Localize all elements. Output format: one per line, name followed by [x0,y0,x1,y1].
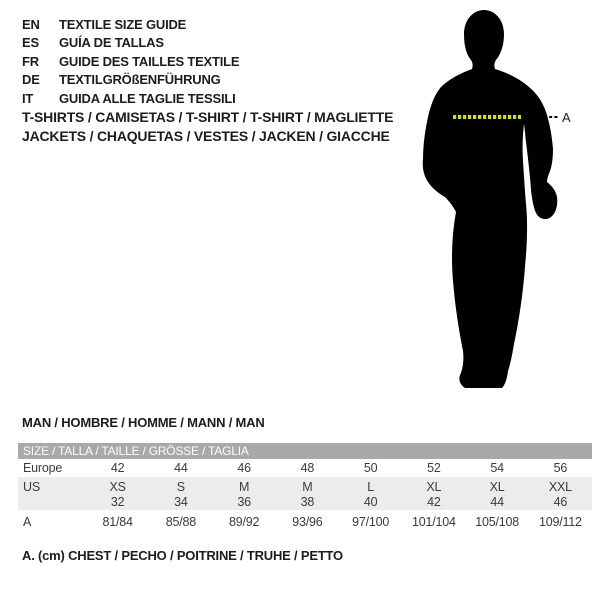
table-cell: 44 [490,494,504,509]
table-cell: XXL [548,479,572,494]
lang-row-es [22,34,239,53]
table-cell: 46 [237,461,251,475]
lang-row-en [22,15,239,34]
table-cell: 56 [553,461,568,475]
category-jackets: JACKETS / CHAQUETAS / VESTES / JACKEN / GIACCHE [22,128,390,144]
us-row-group [18,477,592,510]
lang-title: GUIDA ALLE TAGLIE TESSILI [59,90,236,106]
table-cell: 32 [110,494,125,509]
measurement-a-label: A [562,110,571,125]
lang-code: EN [22,16,40,32]
table-cell: 40 [363,494,378,509]
lang-row-it [22,89,239,108]
table-cell: 89/92 [228,515,260,529]
size-table [18,443,592,534]
table-cell: M [302,479,313,494]
measurement-footnote: A. (cm) CHEST / PECHO / POITRINE / TRUHE / PETTO [22,548,343,563]
row-label: US [23,479,40,494]
lang-code: ES [22,35,39,51]
table-cell: 81/84 [102,515,133,529]
lang-code: FR [22,53,39,69]
table-cell: 105/108 [475,515,520,529]
lang-row-de [22,71,239,90]
table-row-europe [18,459,592,477]
table-cell: 42 [110,461,125,475]
table-row-a [18,510,592,534]
lang-code: DE [22,72,40,88]
table-cell: XL [489,479,505,494]
row-label: Europe [23,461,63,475]
table-cell: M [239,479,250,494]
table-cell: L [367,479,374,494]
table-row-us-numbers [18,494,592,509]
table-cell: 97/100 [352,515,390,529]
man-silhouette [423,10,558,388]
lang-title: GUIDE DES TAILLES TEXTILE [59,53,240,69]
section-title-man: MAN / HOMBRE / HOMME / MANN / MAN [22,415,265,430]
row-label: A [23,515,32,529]
lang-title: TEXTILGRÖßENFÜHRUNG [59,72,221,88]
table-cell: 54 [490,461,504,475]
table-cell: S [176,479,185,494]
table-cell: 109/112 [538,515,582,529]
table-cell: 38 [300,494,315,509]
language-title-list [22,15,239,108]
table-cell: 36 [237,494,251,509]
size-table-header: SIZE / TALLA / TAILLE / GRÖSSE / TAGLIA [18,443,592,459]
lang-row-fr [22,52,239,71]
table-cell: 52 [427,461,441,475]
table-cell: 48 [300,461,315,475]
table-cell: 46 [553,494,568,509]
table-row-us-letters [18,479,592,494]
table-cell: 44 [174,461,188,475]
table-cell: 93/96 [292,515,323,529]
table-cell: 101/104 [411,515,456,529]
table-cell: 50 [363,461,378,475]
table-cell: 85/88 [165,515,197,529]
table-cell: 42 [427,494,441,509]
man-figure [418,4,580,390]
lang-code: IT [22,90,34,106]
category-tshirts: T-SHIRTS / CAMISETAS / T-SHIRT / T-SHIRT / MAGLIETTE [22,109,394,125]
lang-title: GUÍA DE TALLAS [59,35,164,51]
table-cell: 34 [174,494,188,509]
table-cell: XS [109,479,126,494]
lang-title: TEXTILE SIZE GUIDE [59,16,187,32]
table-cell: XL [426,479,442,494]
garment-categories [22,108,393,146]
